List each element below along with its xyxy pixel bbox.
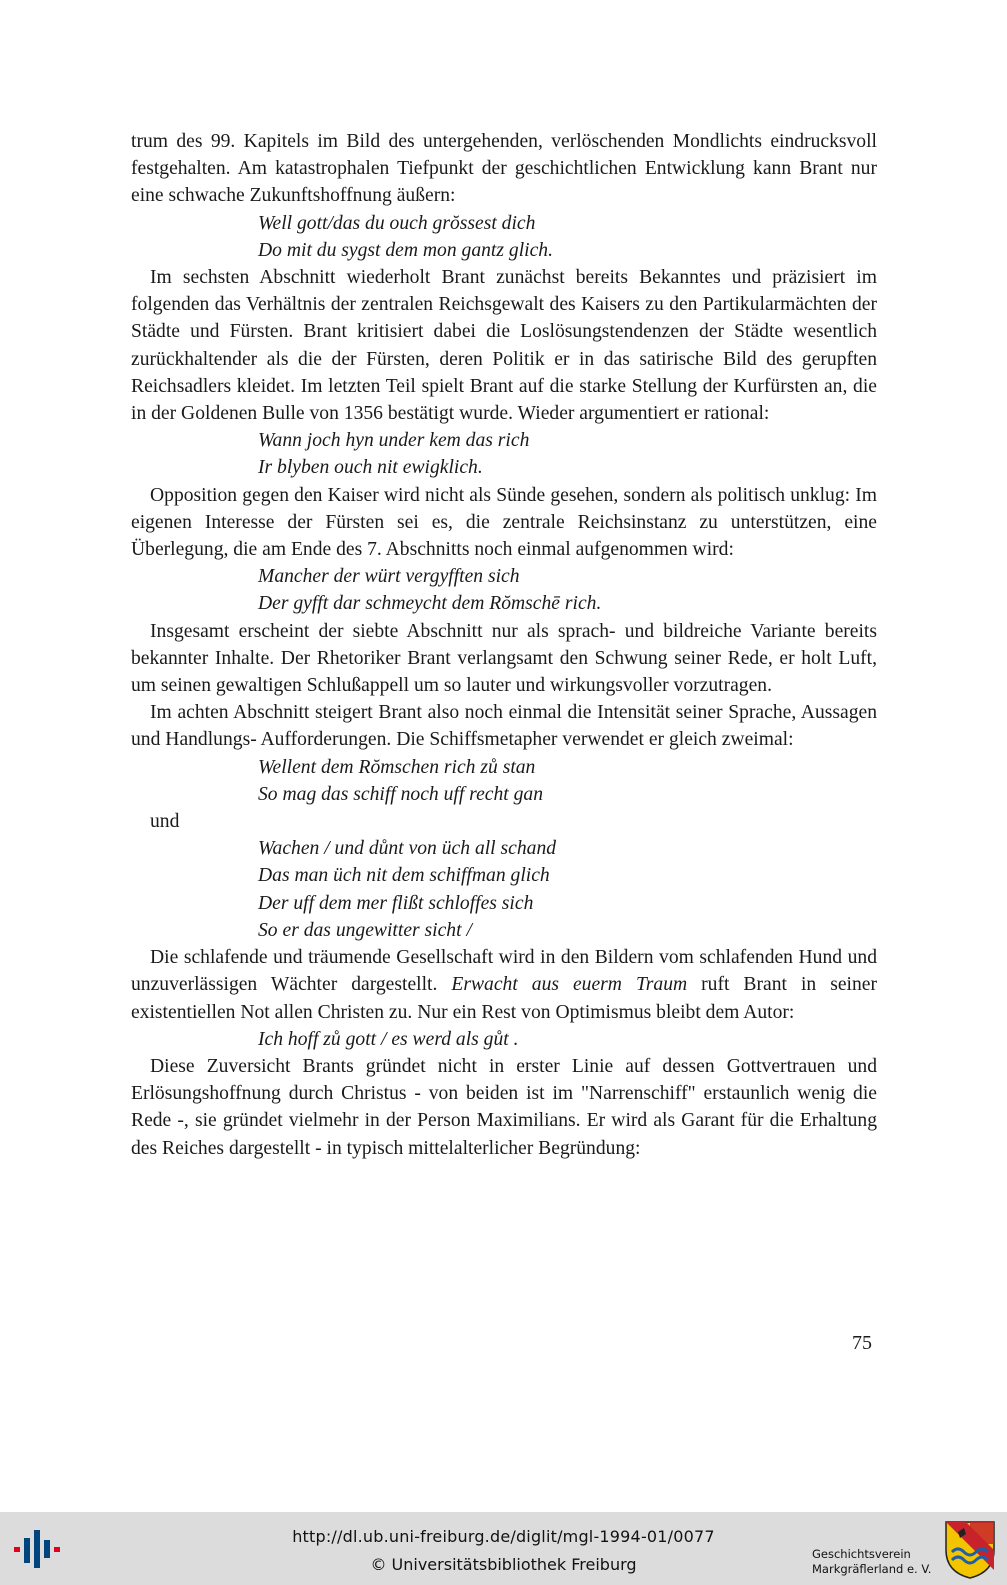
verse-line: Wachen / und důnt von üch all schand — [258, 838, 557, 860]
verse-line: Ich hoff zů gott / es werd als gůt . — [258, 1028, 519, 1050]
society-name-line: Markgräflerland e. V. — [812, 1562, 932, 1576]
verse-quote — [131, 1026, 877, 1053]
page-number: 75 — [852, 1332, 872, 1354]
verse-quote — [131, 563, 877, 617]
verse-line: Well gott/das du ouch grŏssest dich — [258, 212, 536, 234]
verse-line: So er das ungewitter sicht / — [258, 919, 472, 941]
footer-bar — [0, 1512, 1007, 1585]
paragraph: Insgesamt erscheint der siebte Abschnitt nur als sprach- und bildreiche Variante bereits bekannter Inhalte. Der Rhetoriker Brant verlangsamt den Schwung seiner Rede, er holt Luft, um seinen gewaltigen Schlußappell um so lauter und wirkungsvoller vorzutragen. — [131, 620, 877, 697]
verse-quote — [131, 835, 877, 944]
verse-quote — [131, 754, 877, 808]
paragraph-text: Die schlafende und träumende Gesellschaft wird in den Bildern vom schlafenden Hund und unzuverlässigen Wächter dargestellt. — [131, 947, 877, 996]
coat-of-arms-icon — [944, 1520, 996, 1580]
verse-line: Der uff dem mer flißt schloffes sich — [258, 892, 534, 914]
paragraph — [131, 944, 877, 1026]
inline-quote: Erwacht aus euerm Traum — [451, 974, 688, 996]
verse-line: Do mit du sygst dem mon gantz glich. — [258, 239, 553, 261]
paragraph: Diese Zuversicht Brants gründet nicht in erster Linie auf dessen Gottvertrauen und Erlösungshoffnung durch Christus - von beiden ist im "Narrenschiff" erstaunlich wenig die Rede -, sie gründet vielmehr in der Person Maximilians. Er wird als Garant für die Erhaltung des Reiches dargestellt - in typisch mittelalterlicher Begründung: — [131, 1055, 877, 1159]
paragraph-text: ruft Brant in seiner existentiellen Not allen Christen zu. Nur ein Rest von Optimismus bleibt dem Autor: — [131, 974, 877, 1023]
verse-line: Der gyfft dar schmeycht dem Rŏmschē rich. — [258, 593, 602, 615]
page-body — [131, 128, 877, 1162]
verse-line: Wann joch hyn under kem das rich — [258, 430, 530, 452]
verse-quote — [131, 210, 877, 264]
paragraph: Opposition gegen den Kaiser wird nicht als Sünde gesehen, sondern als politisch unklug: Im eigenen Interesse der Fürsten sei es, die zentrale Reichsinstanz zu unterstützen, eine Überlegung, die am Ende des 7. Abschnitts noch einmal aufgenommen wird: — [131, 484, 877, 561]
permalink-url[interactable]: http://dl.ub.uni-freiburg.de/diglit/mgl-1994-01/0077 — [292, 1527, 715, 1546]
society-name-line: Geschichtsverein — [812, 1547, 911, 1561]
conjunction-line: und — [150, 811, 180, 833]
verse-line: Das man üch nit dem schiffman glich — [258, 865, 550, 887]
verse-quote — [131, 427, 877, 481]
paragraph: trum des 99. Kapitels im Bild des untergehenden, verlöschenden Mondlichts eindrucksvoll festgehalten. Am katastrophalen Tiefpunkt der geschichtlichen Entwicklung kann Brant nur eine schwache Zukunftshoffnung äußern: — [131, 131, 877, 207]
verse-line: Wellent dem Rŏmschen rich zů stan — [258, 756, 536, 778]
verse-line: So mag das schiff noch uff recht gan — [258, 783, 543, 805]
paragraph: Im sechsten Abschnitt wiederholt Brant zunächst bereits Bekanntes und präzisiert im folgenden das Verhältnis der zentralen Reichsgewalt des Kaisers zu den Partikularmächten der Städte und Fürsten. Brant kritisiert dabei die Loslösungstendenzen der Städte wesentlich zurückhaltender als die der Fürsten, deren Politik er in das satirische Bild des gerupften Reichsadlers kleidet. Im letzten Teil spielt Brant auf die starke Stellung der Kurfürsten an, die in der Goldenen Bulle von 1356 bestätigt wurde. Wieder argumentiert er rational: — [131, 267, 877, 425]
verse-line: Mancher der würt vergyfften sich — [258, 566, 520, 588]
paragraph: Im achten Abschnitt steigert Brant also noch einmal die Intensität seiner Sprache, Aussagen und Handlungs- Aufforderungen. Die Schiffsmetapher verwendet er gleich zweimal: — [131, 702, 877, 751]
copyright-notice: © Universitätsbibliothek Freiburg — [370, 1555, 637, 1574]
society-name — [812, 1547, 931, 1577]
verse-line: Ir blyben ouch nit ewigklich. — [258, 457, 483, 479]
